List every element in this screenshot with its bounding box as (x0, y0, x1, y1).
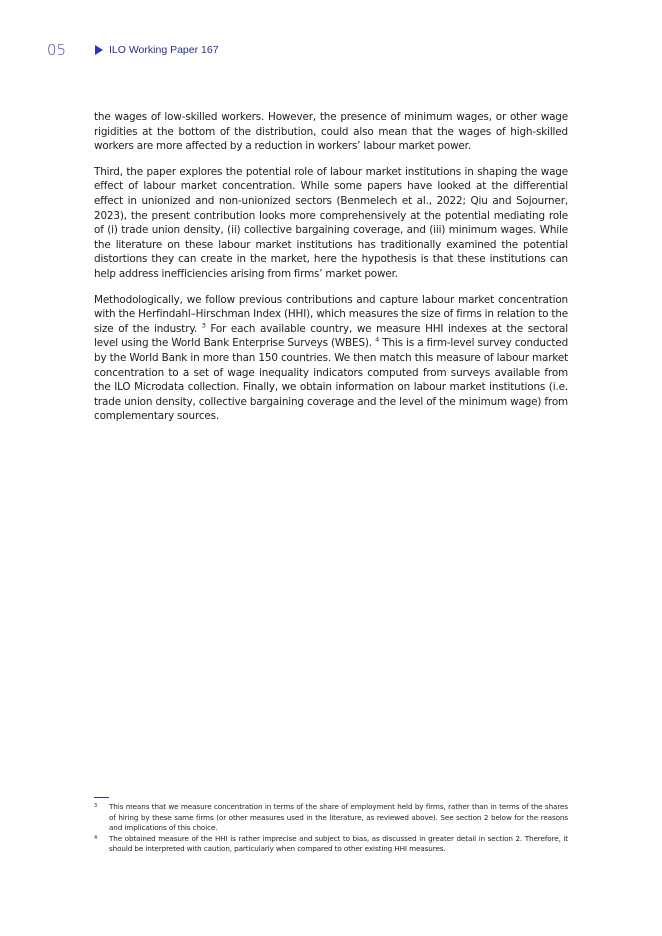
footnote-3 (94, 802, 568, 834)
running-header (95, 44, 219, 56)
footnote-divider (94, 797, 109, 798)
paragraph-3-part-b: For each available country, we measure HHI indexes at the sectoral level using the World Bank Enterprise Surveys (WBES). (94, 322, 568, 350)
paragraph-1: the wages of low-skilled workers. However, the presence of minimum wages, or other wage rigidities at the bottom of the distribution, could also mean that the wages of high-skilled workers are more affected by a reduction in workers’ labour market power. (94, 111, 568, 153)
triangle-marker-icon (95, 45, 103, 55)
footnote-number: 4 (94, 834, 98, 841)
footnote-ref-4[interactable]: 4 (375, 335, 380, 344)
page-number: 05 (47, 41, 67, 59)
paragraph-3 (94, 293, 568, 424)
footnote-text: This means that we measure concentration in terms of the share of employment held by firms, rather than in terms of the shares of hiring by these same firms (or other measures used in the literature, as reviewed above). See section 2 below for the reasons and implications of this choice. (109, 802, 568, 832)
footnote-ref-3[interactable]: 3 (201, 321, 206, 330)
footnote-text: The obtained measure of the HHI is rather imprecise and subject to bias, as discussed in greater detail in section 2. Therefore, it should be interpreted with caution, particularly when compared to other existing HHI measures. (109, 833, 568, 853)
running-title: ILO Working Paper 167 (109, 44, 219, 56)
footnote-number: 3 (94, 803, 98, 809)
paragraph-3-part-c: This is a firm-level survey conducted by the World Bank in more than 150 countries. We then match this measure of labour market concentration to a set of wage inequality indicators computed from surveys available from the ILO Microdata collection. Finally, we obtain information on labour market institutions (i.e. trade union density, collective bargaining coverage and the level of the minimum wage) from complementary sources. (94, 337, 569, 423)
paragraph-3-part-a: Methodologically, we follow previous contributions and capture labour market concentration with the Herfindahl–Hirschman Index (HHI), which measures the size of firms in relation to the size of the industry. (94, 293, 568, 335)
paragraph-2: Third, the paper explores the potential role of labour market institutions in shaping the wage effect of labour market concentration. While some papers have looked at the differential effect in unionized and non-unionized sectors (Benmelech et al., 2022; Qiu and Sojourner, 2023), the present contribution looks more comprehensively at the potential mediating role of (i) trade union density, (ii) collective bargaining coverage, and (iii) minimum wages. While the literature on these labour market institutions has traditionally examined the potential distortions they can create in the market, here the hypothesis is that these institutions can help address inefficiencies arising from firms’ market power. (94, 165, 568, 280)
body-text (94, 110, 568, 435)
footnote-4 (94, 834, 568, 855)
footnotes (94, 802, 568, 855)
